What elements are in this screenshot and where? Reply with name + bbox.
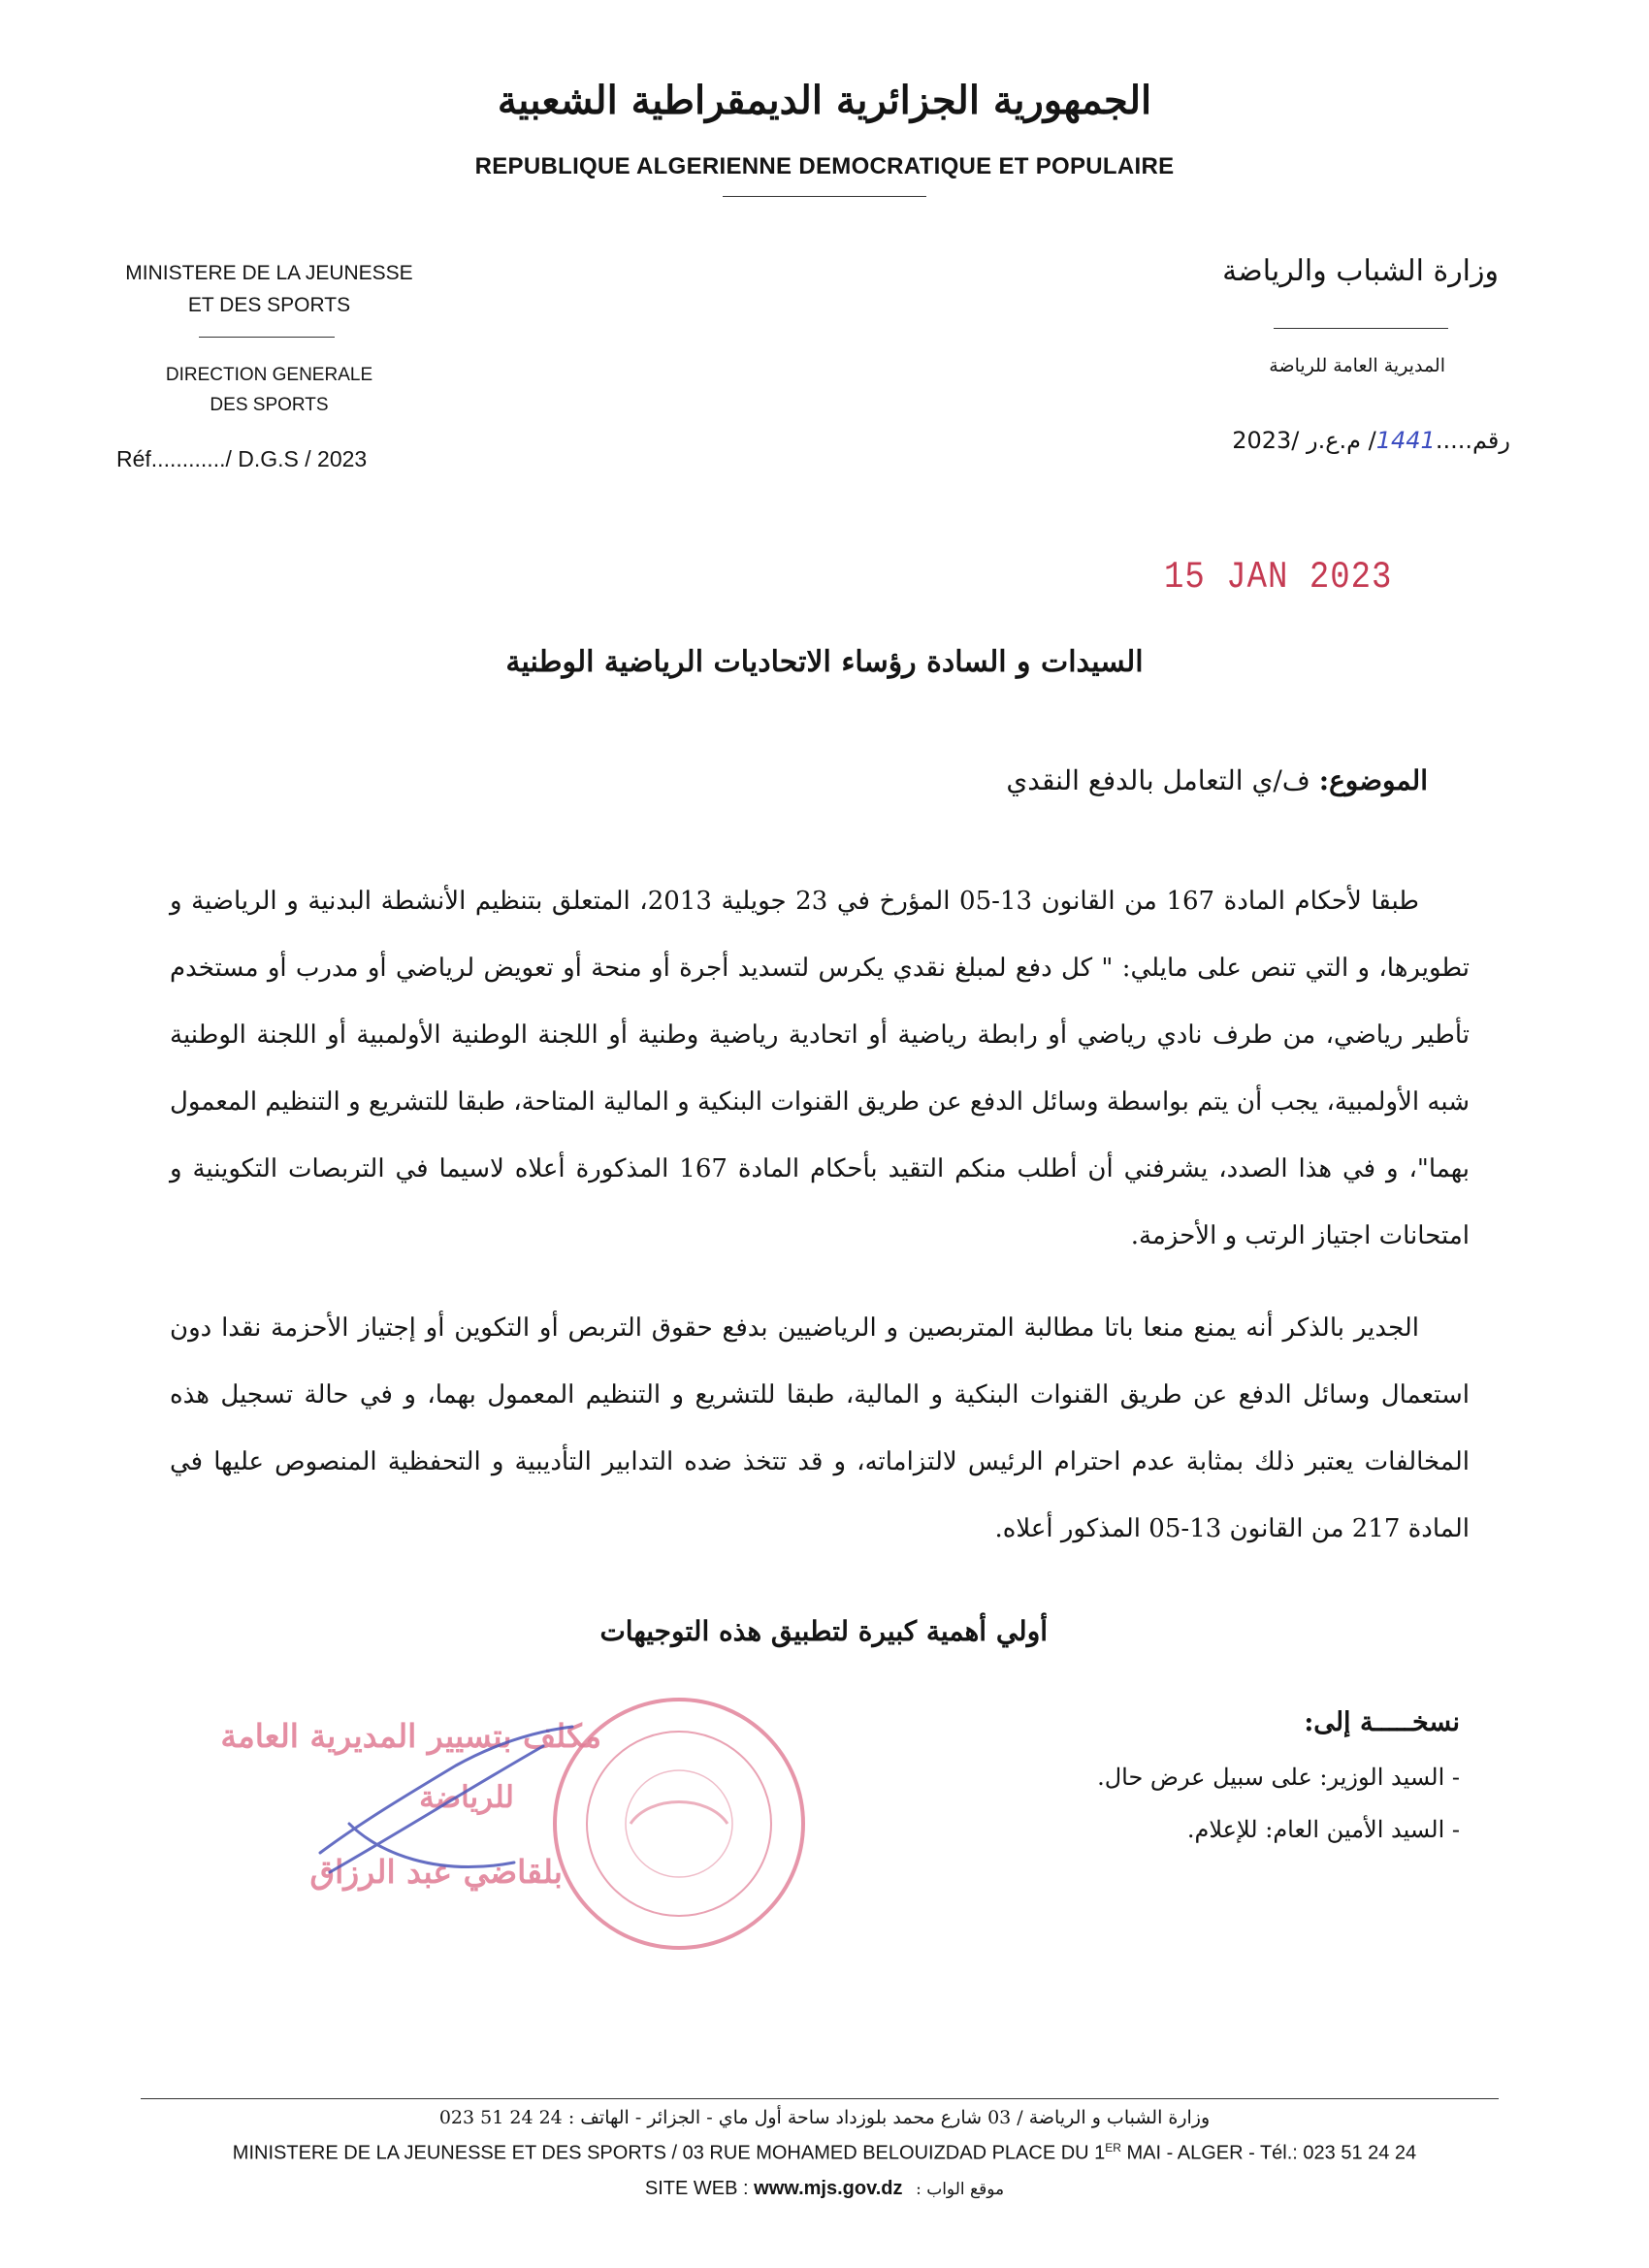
ministry-name-ar: وزارة الشباب والرياضة: [1222, 254, 1499, 288]
direction-line-2: DES SPORTS: [210, 395, 329, 415]
signatory-title: مكلف بتسيير المديرية العامة: [220, 1717, 601, 1755]
footer-address-ar: وزارة الشباب و الرياضة / 03 شارع محمد بلوزداد ساحة أول ماي - الجزائر - الهاتف : 24 24 51 023: [438, 2107, 1211, 2128]
reference-prefix-ar: رقم.....: [1435, 427, 1510, 454]
ministry-name-fr: [97, 257, 441, 321]
site-label-ar: : موقع الواب: [916, 2180, 1005, 2199]
header-divider: [723, 196, 926, 197]
site-url-link[interactable]: www.mjs.gov.dz: [754, 2178, 903, 2199]
date-stamp: 15 JAN 2023: [1164, 557, 1393, 599]
reference-ar: [1232, 427, 1510, 454]
subject-text: ف/ي التعامل بالدفع النقدي: [1006, 764, 1310, 796]
ministry-line-1: MINISTERE DE LA JEUNESSE: [125, 262, 413, 284]
addressee: السيدات و السادة رؤساء الاتحاديات الرياضية الوطنية: [505, 645, 1144, 679]
direction-name-ar: المديرية العامة للرياضة: [1269, 355, 1445, 376]
copy-item-secretary-general: - السيد الأمين العام: للإعلام.: [1186, 1816, 1460, 1843]
subject-line: [1006, 764, 1428, 796]
footer-divider: [141, 2098, 1499, 2099]
signatory-department: للرياضة: [419, 1780, 514, 1815]
official-round-stamp: [543, 1688, 815, 1960]
copy-item-minister: - السيد الوزير: على سبيل عرض حال.: [1097, 1764, 1460, 1791]
ministry-divider-ar: [1274, 328, 1448, 329]
republic-title-fr: REPUBLIQUE ALGERIENNE DEMOCRATIQUE ET POPULAIRE: [474, 153, 1175, 179]
footer-address-fr: [0, 2141, 1649, 2165]
reference-fr: Réf............/ D.G.S / 2023: [116, 446, 368, 471]
ministry-line-2: ET DES SPORTS: [187, 294, 351, 316]
reference-suffix-ar: / م.ع.ر /2023: [1232, 427, 1376, 454]
closing-line: أولي أهمية كبيرة لتطبيق هذه التوجيهات: [599, 1615, 1048, 1647]
body-paragraph-1: طبقا لأحكام المادة 167 من القانون 13-05 المؤرخ في 23 جويلية 2013، المتعلق بتنظيم الأنشطة البدنية و الرياضية و تطويرها، و التي تنص على مايلي: " كل دفع لمبلغ نقدي يكرس لتسديد أجرة أو منحة أو تعويض لرياضي أو مدرب أو مستخدم تأطير رياضي، من طرف نادي رياضي أو رابطة رياضية أو اتحادية رياضية وطنية أو اللجنة الوطنية الأولمبية أو اللجنة الوطنية شبه الأولمبية، يجب أن يتم بواسطة وسائل الدفع عن طريق القنوات البنكية و المالية المتاحة، طبقا للتشريع و التنظيم المعمول بهما"، و في هذا الصدد، يشرفني أن أطلب منكم التقيد بأحكام المادة 167 المذكورة أعلاه لاسيما في التربصات التكوينية و امتحانات اجتياز الرتب و الأحزمة.: [170, 887, 1470, 1250]
subject-label: الموضوع:: [1318, 764, 1428, 796]
body-paragraph-2: الجدير بالذكر أنه يمنع منعا باتا مطالبة المتربصين و الرياضيين بدفع حقوق التربص أو التكوين أو إجتياز الأحزمة نقدا دون استعمال وسائل الدفع عن طريق القنوات البنكية و المالية، طبقا للتشريع و التنظيم المعمول بهما، و في حالة تسجيل هذه المخالفات يعتبر ذلك بمثابة عدم احترام الرئيس لالتزاماته، و قد تتخذ ضده التدابير التأديبية و التحفظية المنصوص عليها في المادة 217 من القانون 13-05 المذكور أعلاه.: [170, 1313, 1470, 1543]
reference-number-handwritten: 1441: [1375, 427, 1436, 454]
direction-line-1: DIRECTION GENERALE: [165, 365, 373, 385]
signatory-name: بلقاضي عبد الرزاق: [309, 1853, 563, 1891]
footer-address-fr-sup: ER: [1105, 2141, 1121, 2155]
copies-label: نسخـــــة إلى:: [1304, 1707, 1460, 1737]
ministry-divider-fr: [199, 337, 335, 338]
direction-name-fr: [116, 360, 422, 420]
footer-address-fr-end: MAI - ALGER - Tél.: 023 51 24 24: [1120, 2142, 1417, 2164]
site-label-fr: SITE WEB :: [644, 2178, 749, 2199]
footer-address-fr-main: MINISTERE DE LA JEUNESSE ET DES SPORTS / 03 RUE MOHAMED BELOUIZDAD PLACE DU 1: [232, 2142, 1106, 2164]
footer-website: [0, 2178, 1649, 2200]
republic-title-ar: الجمهورية الجزائرية الديمقراطية الشعبية: [497, 78, 1152, 123]
